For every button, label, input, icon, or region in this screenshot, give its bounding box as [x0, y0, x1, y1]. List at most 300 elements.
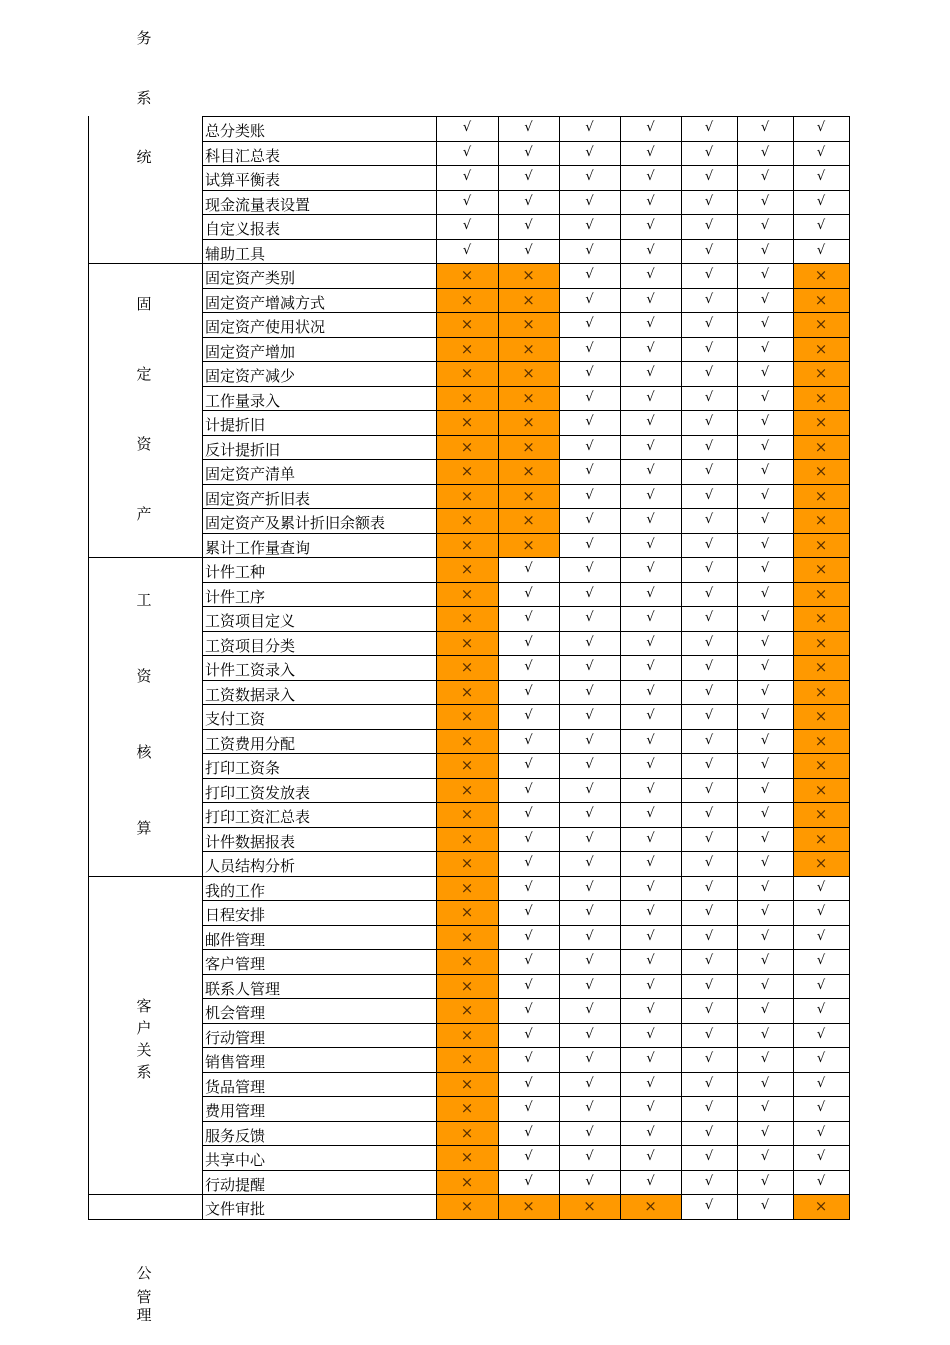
check-mark-cell: √ — [704, 708, 714, 723]
table-row — [202, 729, 849, 754]
check-mark-cell: √ — [646, 242, 655, 258]
cross-mark-cell: × — [436, 1047, 498, 1072]
check-mark-cell: √ — [585, 120, 594, 135]
cross-mark-cell: × — [793, 508, 849, 533]
cross-mark-cell: × — [793, 337, 849, 362]
check-mark-cell: √ — [704, 659, 714, 674]
grid-line — [202, 753, 850, 754]
table-row — [202, 435, 849, 460]
feature-name: 工资数据录入 — [205, 685, 296, 704]
grid-line — [202, 1072, 850, 1073]
group-line — [88, 263, 202, 264]
grid-line — [202, 557, 850, 558]
group-line — [88, 876, 202, 877]
feature-name: 固定资产增减方式 — [205, 293, 326, 312]
cross-mark-cell: × — [793, 802, 849, 827]
check-mark-cell: √ — [524, 708, 533, 723]
check-mark-cell: √ — [704, 879, 714, 895]
grid-line — [202, 1023, 850, 1024]
check-mark-cell: √ — [462, 218, 472, 233]
check-mark-cell: √ — [646, 610, 655, 625]
cross-mark-cell: × — [498, 410, 559, 435]
check-mark-cell: √ — [704, 757, 714, 772]
check-mark-cell: √ — [816, 169, 826, 184]
category-char: 定 — [136, 365, 152, 383]
check-mark-cell: √ — [646, 1026, 655, 1042]
cross-mark-cell: × — [436, 900, 498, 925]
table-row — [202, 582, 849, 607]
cross-mark-cell: × — [436, 827, 498, 852]
cross-mark-cell: × — [498, 435, 559, 460]
check-mark-cell: √ — [585, 561, 594, 576]
category-char: 产 — [136, 505, 152, 523]
group-line — [88, 1219, 202, 1220]
check-mark-cell: √ — [816, 218, 826, 233]
check-mark-cell: √ — [816, 1124, 826, 1140]
check-mark-cell: √ — [704, 953, 714, 968]
check-mark-cell: √ — [704, 1173, 714, 1189]
check-mark-cell: √ — [760, 928, 770, 944]
cross-mark-cell: × — [793, 778, 849, 803]
check-mark-cell: √ — [585, 732, 594, 748]
grid-line — [202, 1145, 850, 1146]
check-mark-cell: √ — [816, 1100, 826, 1115]
check-mark-cell: √ — [524, 561, 533, 576]
check-mark-cell: √ — [760, 904, 770, 919]
check-mark-cell: √ — [646, 193, 655, 209]
check-mark-cell: √ — [524, 1051, 533, 1066]
check-mark-cell: √ — [704, 414, 714, 429]
feature-name: 我的工作 — [205, 881, 266, 900]
cross-mark-cell: × — [436, 631, 498, 656]
cross-mark-cell: × — [436, 1072, 498, 1097]
feature-name: 联系人管理 — [205, 979, 281, 998]
table-row — [202, 631, 849, 656]
cross-mark-cell: × — [436, 680, 498, 705]
check-mark-cell: √ — [585, 904, 594, 919]
check-mark-cell: √ — [704, 487, 714, 503]
check-mark-cell: √ — [462, 144, 472, 160]
cross-mark-cell: × — [498, 459, 559, 484]
check-mark-cell: √ — [816, 904, 826, 919]
cross-mark-cell: × — [793, 263, 849, 288]
check-mark-cell: √ — [524, 1002, 533, 1017]
check-mark-cell: √ — [524, 781, 533, 797]
grid-line — [202, 288, 850, 289]
cross-mark-cell: × — [436, 1121, 498, 1146]
check-mark-cell: √ — [760, 463, 770, 478]
grid-line — [620, 116, 621, 1220]
check-mark-cell: √ — [646, 1075, 655, 1091]
check-mark-cell: √ — [524, 757, 533, 772]
grid-line — [202, 190, 850, 191]
check-mark-cell: √ — [704, 781, 714, 797]
check-mark-cell: √ — [704, 977, 714, 993]
check-mark-cell: √ — [462, 193, 472, 209]
feature-name: 计件工种 — [205, 563, 266, 581]
group-line — [88, 1194, 202, 1195]
grid-line — [202, 900, 850, 901]
check-mark-cell: √ — [704, 267, 714, 282]
check-mark-cell: √ — [704, 830, 714, 846]
cross-mark-cell: × — [793, 312, 849, 337]
check-mark-cell: √ — [646, 1173, 655, 1189]
check-mark-cell: √ — [704, 218, 714, 233]
check-mark-cell: √ — [524, 120, 533, 135]
feature-name: 计件工资录入 — [205, 661, 296, 679]
check-mark-cell: √ — [646, 120, 655, 135]
check-mark-cell: √ — [585, 806, 594, 821]
cross-mark-cell: × — [436, 361, 498, 386]
check-mark-cell: √ — [524, 732, 533, 748]
cross-mark-cell: × — [436, 263, 498, 288]
check-mark-cell: √ — [646, 536, 655, 552]
check-mark-cell: √ — [585, 1173, 594, 1189]
grid-line — [202, 1194, 850, 1195]
check-mark-cell: √ — [524, 855, 533, 870]
cross-mark-cell: × — [793, 680, 849, 705]
check-mark-cell: √ — [585, 683, 594, 699]
table-row — [202, 312, 849, 337]
check-mark-cell: √ — [704, 1124, 714, 1140]
check-mark-cell: √ — [760, 291, 770, 307]
cross-mark-cell: × — [436, 288, 498, 313]
feature-name: 机会管理 — [205, 1004, 266, 1022]
check-mark-cell: √ — [646, 585, 655, 601]
check-mark-cell: √ — [646, 414, 655, 429]
cross-mark-cell: × — [793, 557, 849, 582]
check-mark-cell: √ — [585, 169, 594, 184]
check-mark-cell: √ — [760, 953, 770, 968]
grid-line — [681, 116, 682, 1220]
table-row — [202, 680, 849, 705]
check-mark-cell: √ — [704, 242, 714, 258]
table-row — [202, 337, 849, 362]
cross-mark-cell: × — [436, 704, 498, 729]
grid-line — [202, 949, 850, 950]
grid-line — [202, 116, 203, 1220]
check-mark-cell: √ — [760, 1149, 770, 1164]
check-mark-cell: √ — [816, 1173, 826, 1189]
feature-name: 费用管理 — [205, 1102, 266, 1120]
check-mark-cell: √ — [760, 806, 770, 821]
check-mark-cell: √ — [524, 904, 533, 919]
cross-mark-cell: × — [498, 337, 559, 362]
cross-mark-cell: × — [793, 533, 849, 558]
grid-line — [849, 116, 850, 1220]
table-row — [202, 533, 849, 558]
cross-mark-cell: × — [436, 998, 498, 1023]
grid-line — [202, 141, 850, 142]
check-mark-cell: √ — [646, 732, 655, 748]
cross-mark-cell: × — [498, 312, 559, 337]
feature-name: 自定义报表 — [205, 220, 281, 238]
check-mark-cell: √ — [524, 1124, 533, 1140]
category-char: 算 — [136, 819, 152, 837]
check-mark-cell: √ — [585, 218, 594, 233]
table-row — [202, 1072, 849, 1097]
check-mark-cell: √ — [704, 463, 714, 478]
table-row — [202, 1047, 849, 1072]
cross-mark-cell: × — [436, 1145, 498, 1170]
grid-line — [202, 827, 850, 828]
check-mark-cell: √ — [585, 144, 594, 160]
check-mark-cell: √ — [704, 585, 714, 601]
category-char: 资 — [136, 435, 152, 453]
check-mark-cell: √ — [704, 1100, 714, 1115]
cross-mark-cell: × — [793, 753, 849, 778]
cross-mark-cell: × — [436, 312, 498, 337]
check-mark-cell: √ — [760, 757, 770, 772]
table-row — [202, 802, 849, 827]
category-char: 客 — [136, 997, 152, 1015]
check-mark-cell: √ — [816, 1002, 826, 1017]
table-row — [202, 214, 849, 239]
check-mark-cell: √ — [816, 242, 826, 258]
table-row — [202, 655, 849, 680]
check-mark-cell: √ — [585, 414, 594, 429]
cross-mark-cell: × — [498, 263, 559, 288]
feature-name: 总分类账 — [205, 122, 266, 140]
check-mark-cell: √ — [524, 977, 533, 993]
check-mark-cell: √ — [704, 806, 714, 821]
category-char: 关 — [136, 1041, 152, 1059]
check-mark-cell: √ — [704, 365, 714, 380]
feature-name: 累计工作量查询 — [205, 538, 311, 557]
cross-mark-cell: × — [436, 484, 498, 509]
check-mark-cell: √ — [524, 806, 533, 821]
check-mark-cell: √ — [646, 1124, 655, 1140]
check-mark-cell: √ — [524, 193, 533, 209]
check-mark-cell: √ — [585, 291, 594, 307]
cross-mark-cell: × — [436, 753, 498, 778]
feature-name: 计件工序 — [205, 587, 266, 606]
table-row — [202, 410, 849, 435]
feature-name: 共享中心 — [205, 1151, 266, 1169]
feature-name: 固定资产折旧表 — [205, 489, 311, 508]
category-char: 公 — [136, 1264, 152, 1282]
grid-line — [202, 116, 850, 117]
check-mark-cell: √ — [760, 512, 770, 527]
check-mark-cell: √ — [524, 1149, 533, 1164]
check-mark-cell: √ — [760, 120, 770, 135]
grid-line — [202, 704, 850, 705]
cross-mark-cell: × — [436, 533, 498, 558]
check-mark-cell: √ — [704, 536, 714, 552]
table-row — [202, 704, 849, 729]
grid-line — [202, 680, 850, 681]
check-mark-cell: √ — [524, 242, 533, 258]
feature-name: 货品管理 — [205, 1077, 266, 1096]
check-mark-cell: √ — [646, 389, 655, 405]
table-row — [202, 925, 849, 950]
grid-line — [202, 802, 850, 803]
check-mark-cell: √ — [760, 1051, 770, 1066]
check-mark-cell: √ — [585, 928, 594, 944]
feature-name: 固定资产及累计折旧余额表 — [205, 514, 386, 532]
check-mark-cell: √ — [524, 610, 533, 625]
table-row — [202, 459, 849, 484]
cross-mark-cell: × — [436, 1023, 498, 1048]
table-row — [202, 1170, 849, 1195]
check-mark-cell: √ — [760, 659, 770, 674]
grid-line — [559, 116, 560, 1220]
check-mark-cell: √ — [704, 1051, 714, 1066]
check-mark-cell: √ — [585, 610, 594, 625]
check-mark-cell: √ — [585, 1075, 594, 1091]
grid-line — [202, 239, 850, 240]
check-mark-cell: √ — [524, 1075, 533, 1091]
check-mark-cell: √ — [585, 536, 594, 552]
check-mark-cell: √ — [585, 512, 594, 527]
check-mark-cell: √ — [646, 953, 655, 968]
check-mark-cell: √ — [760, 144, 770, 160]
check-mark-cell: √ — [760, 242, 770, 258]
check-mark-cell: √ — [760, 830, 770, 846]
check-mark-cell: √ — [646, 806, 655, 821]
check-mark-cell: √ — [646, 1051, 655, 1066]
cross-mark-cell: × — [793, 631, 849, 656]
grid-line — [202, 508, 850, 509]
check-mark-cell: √ — [585, 487, 594, 503]
check-mark-cell: √ — [760, 732, 770, 748]
check-mark-cell: √ — [646, 683, 655, 699]
check-mark-cell: √ — [585, 708, 594, 723]
cross-mark-cell: × — [436, 1170, 498, 1195]
table-row — [202, 263, 849, 288]
check-mark-cell: √ — [462, 169, 472, 184]
check-mark-cell: √ — [704, 1075, 714, 1091]
check-mark-cell: √ — [704, 291, 714, 307]
check-mark-cell: √ — [816, 193, 826, 209]
check-mark-cell: √ — [760, 1198, 770, 1213]
check-mark-cell: √ — [646, 928, 655, 944]
check-mark-cell: √ — [646, 634, 655, 650]
grid-line — [202, 851, 850, 852]
check-mark-cell: √ — [704, 193, 714, 209]
cross-mark-cell: × — [436, 606, 498, 631]
check-mark-cell: √ — [704, 610, 714, 625]
cross-mark-cell: × — [436, 949, 498, 974]
table-row — [202, 1096, 849, 1121]
check-mark-cell: √ — [816, 977, 826, 993]
grid-line — [202, 606, 850, 607]
cross-mark-cell: × — [793, 459, 849, 484]
table-row — [202, 851, 849, 876]
cross-mark-cell: × — [436, 876, 498, 901]
category-char: 理 — [136, 1306, 152, 1324]
cross-mark-cell: × — [793, 827, 849, 852]
feature-name: 邮件管理 — [205, 930, 266, 949]
feature-name: 日程安排 — [205, 906, 266, 924]
grid-line — [737, 116, 738, 1220]
check-mark-cell: √ — [760, 169, 770, 184]
feature-name: 打印工资发放表 — [205, 783, 311, 802]
check-mark-cell: √ — [760, 389, 770, 405]
table-row — [202, 141, 849, 166]
category-char: 户 — [136, 1019, 152, 1037]
check-mark-cell: √ — [760, 1100, 770, 1115]
check-mark-cell: √ — [524, 953, 533, 968]
check-mark-cell: √ — [646, 708, 655, 723]
cross-mark-cell: × — [793, 606, 849, 631]
feature-name: 固定资产使用状况 — [205, 318, 326, 336]
check-mark-cell: √ — [704, 1149, 714, 1164]
cross-mark-cell: × — [793, 582, 849, 607]
check-mark-cell: √ — [585, 879, 594, 895]
check-mark-cell: √ — [524, 659, 533, 674]
grid-line — [202, 459, 850, 460]
check-mark-cell: √ — [704, 316, 714, 331]
grid-line — [202, 435, 850, 436]
cross-mark-cell: × — [498, 386, 559, 411]
check-mark-cell: √ — [760, 1173, 770, 1189]
check-mark-cell: √ — [585, 316, 594, 331]
check-mark-cell: √ — [760, 610, 770, 625]
check-mark-cell: √ — [760, 487, 770, 503]
check-mark-cell: √ — [704, 340, 714, 356]
feature-name: 试算平衡表 — [205, 171, 281, 189]
check-mark-cell: √ — [760, 193, 770, 209]
feature-name: 反计提折旧 — [205, 440, 281, 459]
check-mark-cell: √ — [646, 438, 655, 454]
check-mark-cell: √ — [524, 1100, 533, 1115]
check-mark-cell: √ — [585, 781, 594, 797]
check-mark-cell: √ — [760, 585, 770, 601]
feature-name: 工资费用分配 — [205, 734, 296, 753]
grid-line — [202, 410, 850, 411]
check-mark-cell: √ — [646, 1100, 655, 1115]
check-mark-cell: √ — [704, 634, 714, 650]
check-mark-cell: √ — [585, 757, 594, 772]
check-mark-cell: √ — [646, 561, 655, 576]
table-row — [202, 508, 849, 533]
check-mark-cell: √ — [585, 389, 594, 405]
table-row — [202, 484, 849, 509]
feature-name: 辅助工具 — [205, 244, 266, 263]
feature-name: 计提折旧 — [205, 416, 266, 434]
cross-mark-cell: × — [436, 582, 498, 607]
check-mark-cell: √ — [760, 1124, 770, 1140]
check-mark-cell: √ — [704, 683, 714, 699]
check-mark-cell: √ — [524, 683, 533, 699]
check-mark-cell: √ — [704, 1198, 714, 1213]
cross-mark-cell: × — [436, 410, 498, 435]
group-line — [88, 557, 202, 558]
check-mark-cell: √ — [704, 904, 714, 919]
grid-line — [202, 533, 850, 534]
cross-mark-cell: × — [436, 386, 498, 411]
check-mark-cell: √ — [585, 1026, 594, 1042]
check-mark-cell: √ — [646, 316, 655, 331]
grid-line — [202, 361, 850, 362]
check-mark-cell: √ — [585, 855, 594, 870]
cross-mark-cell: × — [436, 508, 498, 533]
check-mark-cell: √ — [704, 169, 714, 184]
check-mark-cell: √ — [585, 1100, 594, 1115]
check-mark-cell: √ — [760, 1075, 770, 1091]
grid-line — [202, 1219, 850, 1220]
cross-mark-cell: × — [498, 361, 559, 386]
check-mark-cell: √ — [760, 683, 770, 699]
check-mark-cell: √ — [704, 1002, 714, 1017]
check-mark-cell: √ — [816, 120, 826, 135]
check-mark-cell: √ — [585, 193, 594, 209]
check-mark-cell: √ — [646, 267, 655, 282]
table-row — [202, 557, 849, 582]
check-mark-cell: √ — [524, 830, 533, 846]
check-mark-cell: √ — [816, 879, 826, 895]
